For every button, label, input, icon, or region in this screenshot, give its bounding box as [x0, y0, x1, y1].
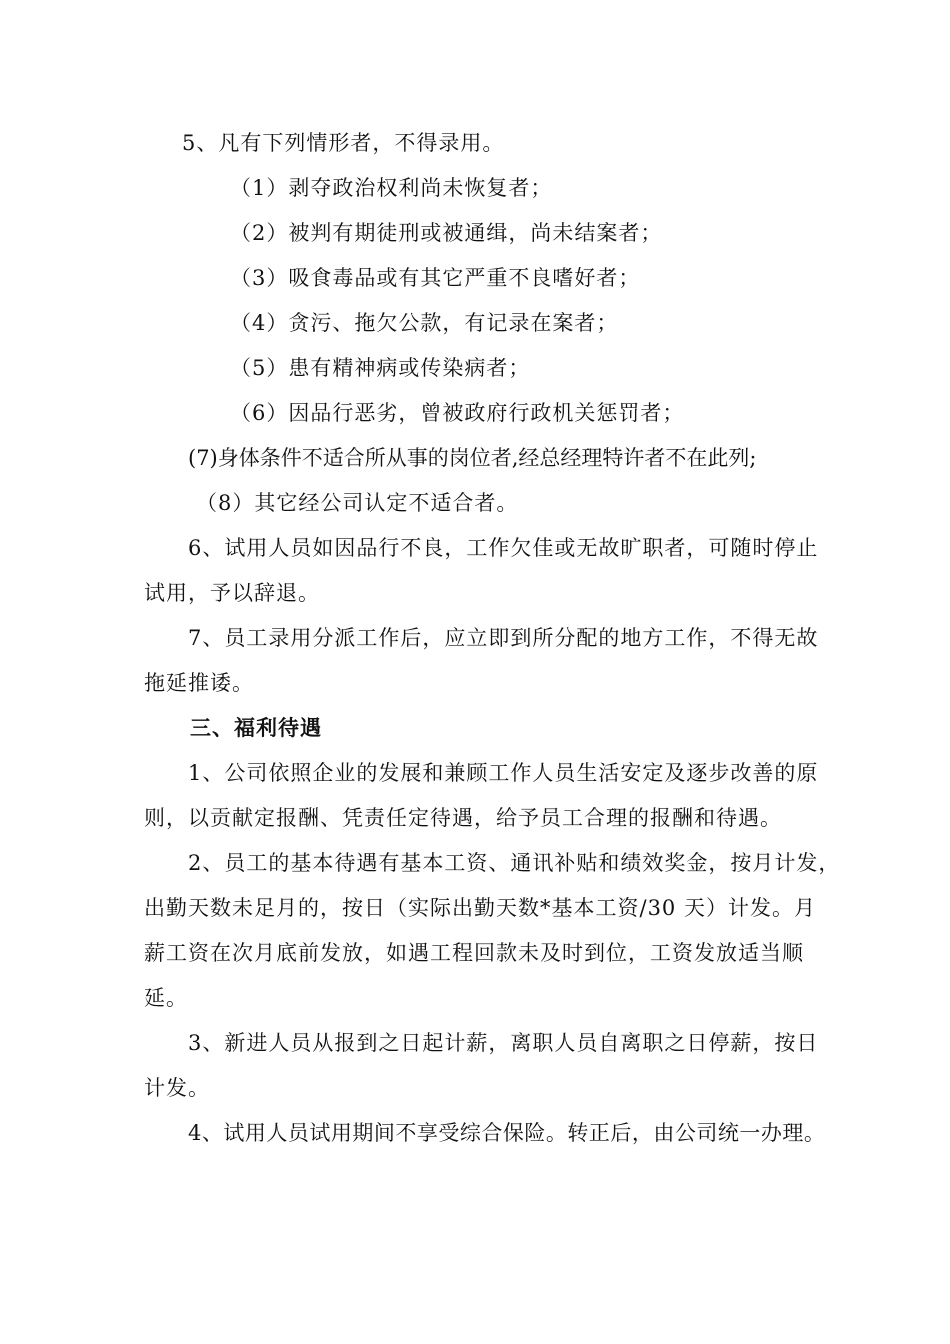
clause-5-item-1: （1）剥夺政治权利尚未恢复者； [230, 176, 553, 200]
welfare-3-line-2: 计发。 [144, 1076, 210, 1100]
welfare-3-line-1: 3、新进人员从报到之日起计薪，离职人员自离职之日停薪，按日 [188, 1031, 819, 1055]
welfare-1-line-1: 1、公司依照企业的发展和兼顾工作人员生活安定及逐步改善的原 [188, 761, 819, 785]
welfare-2-line-2: 出勤天数未足月的，按日（实际出勤天数*基本工资/30 天）计发。月 [144, 896, 816, 920]
clause-5-item-2: （2）被判有期徒刑或被通缉，尚未结案者； [230, 221, 663, 245]
clause-7-line-2: 拖延推诿。 [144, 671, 254, 695]
clause-5-heading: 5、凡有下列情形者，不得录用。 [182, 131, 505, 155]
clause-7-line-1: 7、员工录用分派工作后，应立即到所分配的地方工作，不得无故 [188, 626, 819, 650]
clause-6-line-1: 6、试用人员如因品行不良，工作欠佳或无故旷职者，可随时停止 [188, 536, 819, 560]
clause-5-item-7: (7)身体条件不适合所从事的岗位者,经总经理特许者不在此列; [188, 446, 757, 470]
welfare-1-line-2: 则，以贡献定报酬、凭责任定待遇，给予员工合理的报酬和待遇。 [144, 806, 782, 830]
clause-5-item-3: （3）吸食毒品或有其它严重不良嗜好者； [230, 266, 641, 290]
clause-5-item-8: （8）其它经公司认定不适合者。 [196, 491, 519, 515]
welfare-2-line-4: 延。 [144, 986, 188, 1010]
clause-6-line-2: 试用，予以辞退。 [144, 581, 320, 605]
clause-5-item-5: （5）患有精神病或传染病者； [230, 356, 531, 380]
welfare-2-line-1: 2、员工的基本待遇有基本工资、通讯补贴和绩效奖金，按月计发， [188, 851, 841, 875]
clause-5-item-4: （4）贪污、拖欠公款，有记录在案者； [230, 311, 619, 335]
welfare-2-line-3: 薪工资在次月底前发放，如遇工程回款未及时到位，工资发放适当顺 [144, 941, 804, 965]
section-heading-welfare: 三、福利待遇 [190, 715, 322, 740]
clause-5-item-6: （6）因品行恶劣，曾被政府行政机关惩罚者； [230, 401, 685, 425]
welfare-4-line-1: 4、试用人员试用期间不享受综合保险。转正后，由公司统一办理。 [188, 1121, 826, 1145]
